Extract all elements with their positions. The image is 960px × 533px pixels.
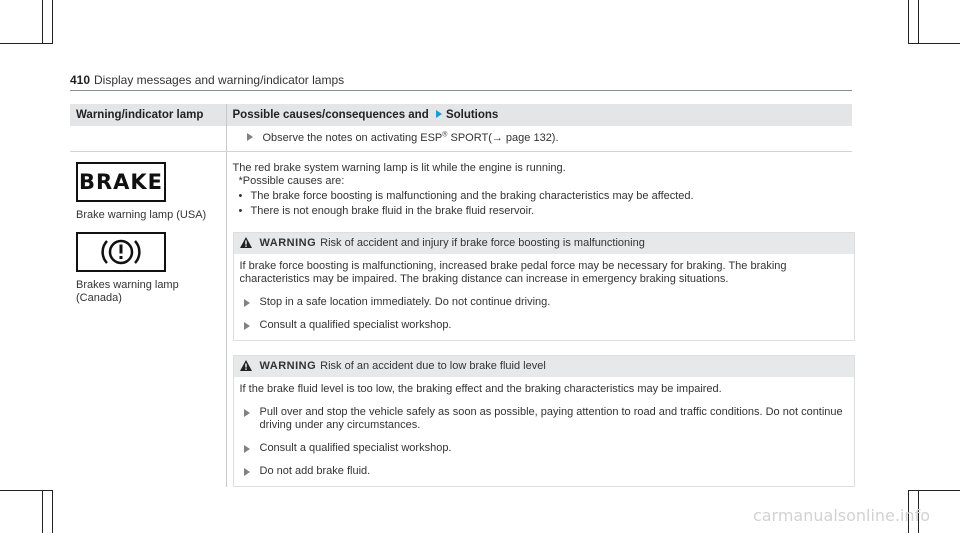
- brakes-lamp-canada-label: Brakes warning lamp (Canada): [76, 279, 179, 304]
- crop-mark: [0, 43, 52, 44]
- step-arrow-icon: [247, 133, 253, 141]
- possible-causes-label: *Possible causes are:: [238, 175, 345, 187]
- crop-mark: [42, 490, 43, 533]
- warning-step: [244, 465, 848, 478]
- crop-mark: [908, 43, 960, 44]
- crop-mark: [918, 0, 919, 44]
- warning-step: [244, 296, 848, 309]
- warning-body: [234, 377, 854, 486]
- brake-lamp-usa-label: Brake warning lamp (USA): [76, 209, 207, 221]
- esp-sport-step: [247, 132, 849, 145]
- step-arrow-icon: [244, 322, 250, 330]
- crop-mark: [0, 490, 52, 491]
- step-arrow-icon: [244, 445, 250, 453]
- warning-box-fluid-level: [233, 355, 855, 487]
- warning-step-text: Consult a qualified specialist workshop.: [259, 442, 452, 454]
- registered-mark: ®: [442, 131, 448, 139]
- page-reference-link[interactable]: page 132).: [502, 132, 559, 144]
- page-number: 410: [70, 73, 91, 87]
- warning-step: [244, 406, 848, 432]
- crop-mark: [52, 490, 53, 533]
- warning-text: If the brake fluid level is too low, the braking effect and the braking characteristics may be impaired.: [239, 383, 722, 395]
- warning-text: If brake force boosting is malfunctioning, increased brake pedal force may be necessary for braking. The braking characteristics may be impaired. The braking distance can increase in emergency braking situations.: [239, 260, 787, 285]
- step-arrow-icon: [244, 409, 250, 417]
- warning-step: [244, 319, 848, 332]
- crop-mark: [908, 0, 909, 44]
- warning-triangle-icon: [240, 237, 252, 248]
- solution-arrow-icon: [436, 110, 442, 118]
- brakes-warning-lamp-canada-icon: [76, 232, 166, 272]
- warning-box-force-boost: [233, 232, 855, 341]
- step-text: Observe the notes on activating ESP: [262, 132, 443, 144]
- warning-step: [244, 442, 848, 455]
- column-header-solutions-text: Solutions: [445, 109, 499, 121]
- warning-body: [234, 254, 854, 340]
- warning-header: [234, 356, 854, 377]
- header-rule: [70, 90, 852, 91]
- row2-description-cell: [226, 152, 852, 488]
- list-item: • The brake force boosting is malfunctioning and the braking characteristics may be affected.: [251, 190, 849, 203]
- step-arrow-icon: [244, 468, 250, 476]
- crop-mark: [52, 0, 53, 44]
- watermark: carmanualsonline.info: [752, 506, 930, 525]
- warning-header: [234, 233, 854, 254]
- warning-step-text: Do not add brake fluid.: [259, 465, 371, 477]
- column-header-causes: [226, 104, 852, 126]
- page-reference-arrow-icon: →: [491, 132, 503, 144]
- column-header-lamp: Warning/indicator lamp: [70, 104, 226, 126]
- warning-title: Risk of an accident due to low brake fluid level: [320, 360, 546, 372]
- lamp-intro-text: The red brake system warning lamp is lit while the engine is running.: [232, 162, 566, 174]
- row2-lamp-cell: [70, 152, 226, 488]
- step-arrow-icon: [244, 299, 250, 307]
- warning-step-text: Consult a qualified specialist workshop.: [259, 319, 452, 331]
- warning-step-text: Pull over and stop the vehicle safely as soon as possible, paying attention to road and traffic conditions. Do not continue driving under any circumstances.: [259, 406, 843, 431]
- crop-mark: [42, 0, 43, 44]
- warning-triangle-icon: [240, 360, 252, 371]
- step-text-sport: SPORT(: [447, 132, 492, 144]
- column-header-causes-text: Possible causes/consequences and: [232, 109, 429, 121]
- page-header-title: Display messages and warning/indicator lamps: [94, 73, 345, 87]
- warning-label: WARNING: [259, 237, 317, 249]
- causes-list: [233, 190, 849, 218]
- warning-step-text: Stop in a safe location immediately. Do not continue driving.: [259, 296, 551, 308]
- warning-label: WARNING: [259, 360, 317, 372]
- row1-lamp-cell: [70, 126, 226, 152]
- crop-mark: [908, 490, 960, 491]
- brake-warning-lamp-icon: BRAKE: [76, 162, 166, 202]
- list-item: • There is not enough brake fluid in the brake fluid reservoir.: [251, 205, 849, 218]
- row1-solution-cell: [226, 126, 852, 152]
- warning-title: Risk of accident and injury if brake force boosting is malfunctioning: [320, 237, 645, 249]
- warning-lamp-table: [70, 104, 852, 487]
